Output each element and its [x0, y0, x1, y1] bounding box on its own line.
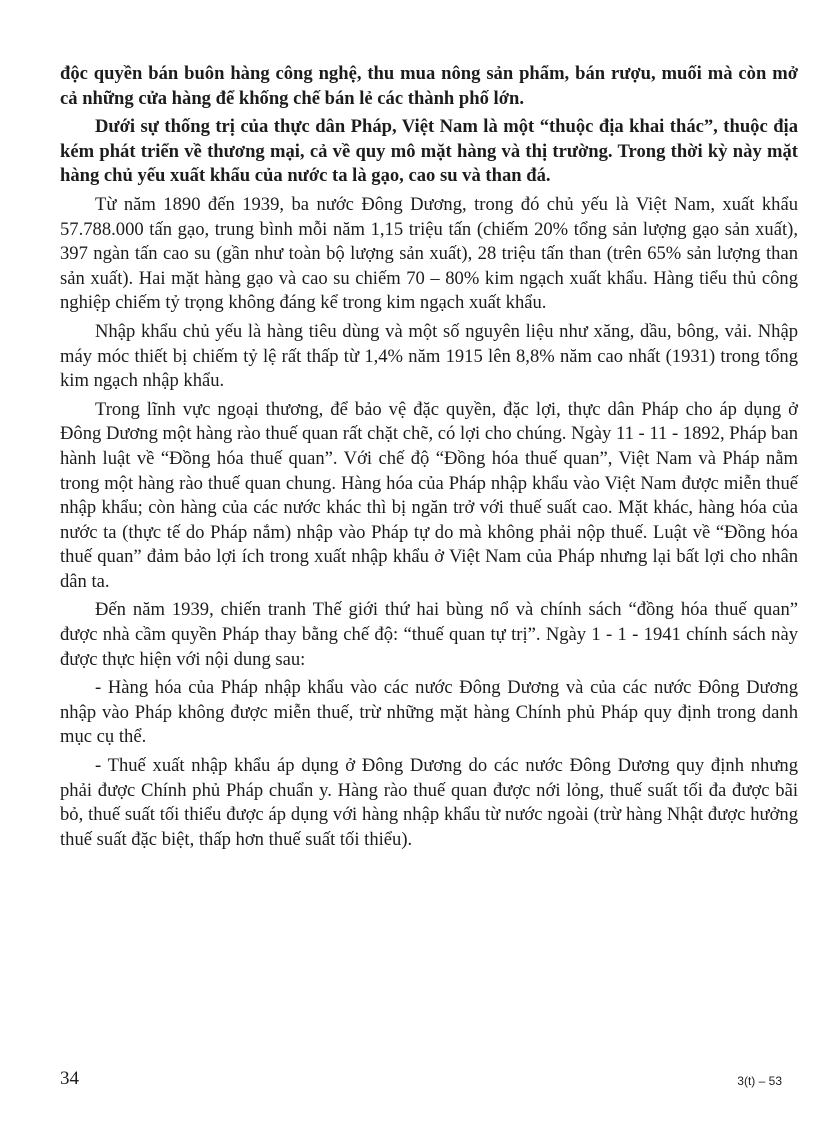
paragraph-1: độc quyền bán buôn hàng công nghệ, thu mua nông sản phẩm, bán rượu, muối mà còn mở cả những cửa hàng để khống chế bán lẻ các thành phố lớn. [60, 63, 798, 109]
paragraph-5: Trong lĩnh vực ngoại thương, để bảo vệ đặc quyền, đặc lợi, thực dân Pháp cho áp dụng ở Đông Dương một hàng rào thuế quan rất chặt chẽ, có lợi cho chúng. Ngày 11 - 11 - 1892, Pháp ban hành luật về “Đồng hóa thuế quan”. Với chế độ “Đồng hóa thuế quan”, Việt Nam và Pháp nằm trong một hàng rào thuế quan chung. Hàng hóa của Pháp nhập khẩu vào Việt Nam được miễn thuế nhập khẩu; còn hàng của các nước khác thì bị ngăn trở với thuế suất cao. Mặt khác, hàng hóa của nước ta (thực tế do Pháp nắm) nhập vào Pháp tự do mà không phải nộp thuế. Luật về “Đồng hóa thuế quan” đảm bảo lợi ích trong xuất nhập khẩu ở Việt Nam của Pháp nhưng lại bất lợi cho nhân dân ta. [60, 398, 798, 592]
paragraph-2: Dưới sự thống trị của thực dân Pháp, Việt Nam là một “thuộc địa khai thác”, thuộc địa kém phát triển về thương mại, cả về quy mô mặt hàng và thị trường. Trong thời kỳ này mặt hàng chủ yếu xuất khẩu của nước ta là gạo, cao su và than đá. [60, 116, 798, 187]
paragraph-8: - Thuế xuất nhập khẩu áp dụng ở Đông Dương do các nước Đông Dương quy định nhưng phải được Chính phủ Pháp chuẩn y. Hàng rào thuế quan được nới lỏng, thuế suất tối đa được bãi bỏ, thuế suất tối thiểu được áp dụng với hàng nhập khẩu từ nước ngoài (trừ hàng Nhật được hưởng thuế suất đặc biệt, thấp hơn thuế suất tối thiểu). [60, 755, 798, 850]
paragraph-6: Đến năm 1939, chiến tranh Thế giới thứ hai bùng nổ và chính sách “đồng hóa thuế quan” được nhà cầm quyền Pháp thay bằng chế độ: “thuế quan tự trị”. Ngày 1 - 1 - 1941 chính sách này được thực hiện với nội dung sau: [60, 599, 798, 670]
page-number: 34 [60, 1068, 79, 1089]
paragraph-3: Từ năm 1890 đến 1939, ba nước Đông Dương, trong đó chủ yếu là Việt Nam, xuất khẩu 57.788.000 tấn gạo, trung bình mỗi năm 1,15 triệu tấn (chiếm 20% tổng sản lượng gạo sản xuất), 397 ngàn tấn cao su (gần như toàn bộ lượng sản xuất), 28 triệu tấn than (trên 65% sản lượng than sản xuất). Hai mặt hàng gạo và cao su chiếm 70 – 80% kim ngạch xuất khẩu. Hàng tiểu thủ công nghiệp chiếm tỷ trọng không đáng kể trong kim ngạch xuất khẩu. [60, 193, 798, 314]
paragraph-7: - Hàng hóa của Pháp nhập khẩu vào các nước Đông Dương và của các nước Đông Dương nhập vào Pháp không được miễn thuế, trừ những mặt hàng Chính phủ Pháp quy định trong danh mục cụ thể. [60, 677, 798, 748]
paragraph-4: Nhập khẩu chủ yếu là hàng tiêu dùng và một số nguyên liệu như xăng, dầu, bông, vải. Nhập máy móc thiết bị chiếm tỷ lệ rất thấp từ 1,4% năm 1915 lên 8,8% năm cao nhất (1931) trong tổng kim ngạch nhập khẩu. [60, 320, 798, 392]
print-code: 3(t) – 53 [737, 1074, 782, 1088]
page-body [60, 62, 798, 856]
